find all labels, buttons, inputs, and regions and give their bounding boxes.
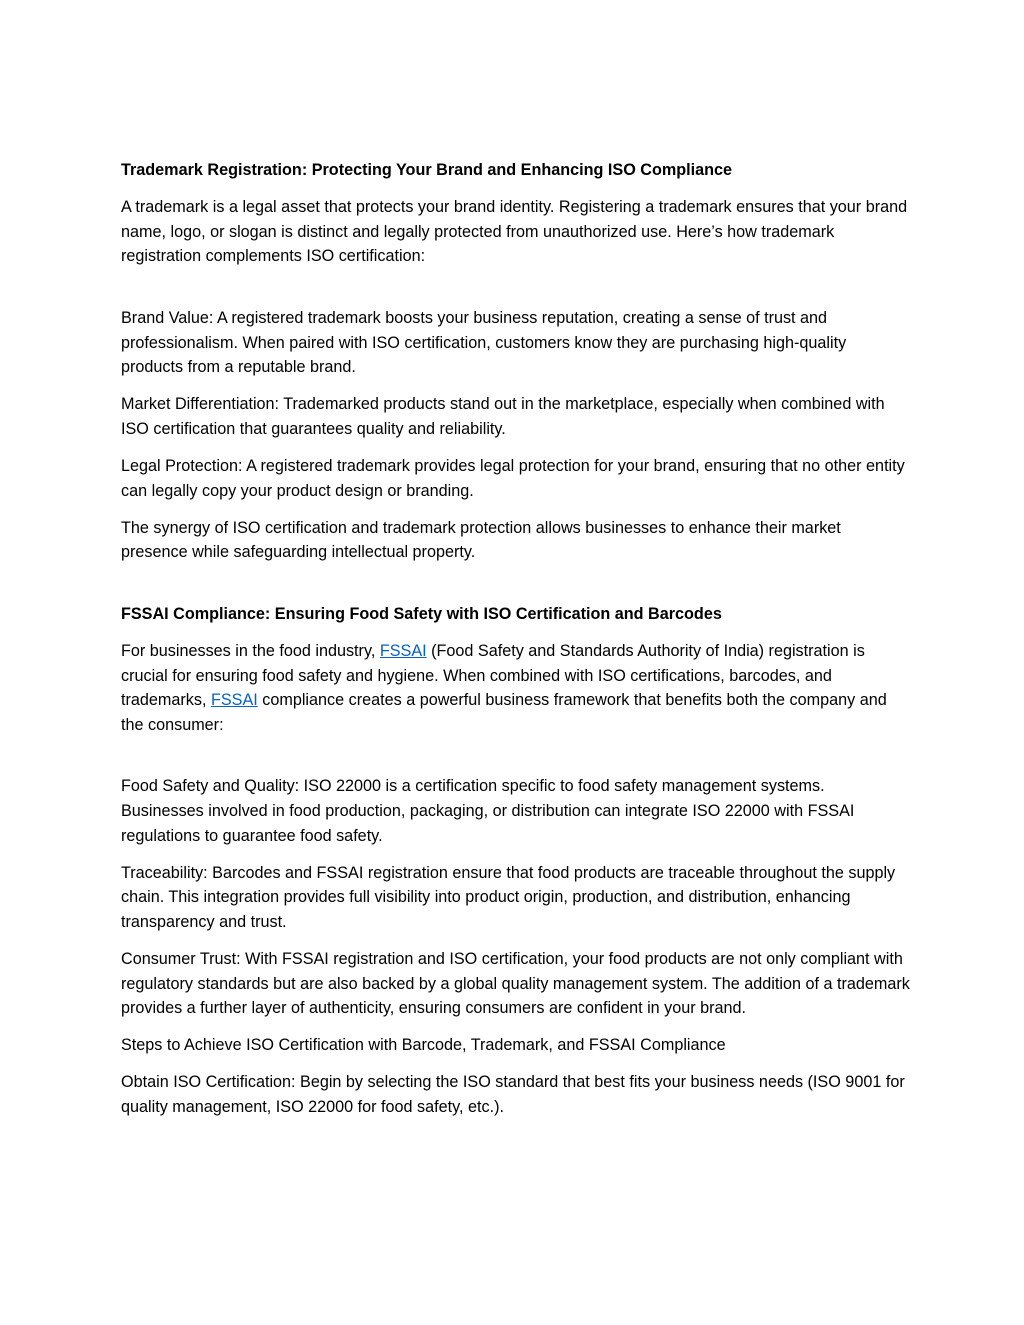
paragraph-trademark-conclusion: The synergy of ISO certification and trademark protection allows businesses to enhance their market presence while safeguarding intellectual property. xyxy=(121,518,841,562)
spacer xyxy=(121,577,911,602)
paragraph-consumer-trust: Consumer Trust: With FSSAI registration and ISO certification, your food products are not only compliant with regulatory standards but are also backed by a global quality management system. The addition of a trademark provides a further layer of authenticity, ensuring consumers are confident in your brand. xyxy=(121,950,910,1018)
document-page xyxy=(121,158,911,1132)
fssai-intro-text: compliance creates a powerful business framework that benefits both the company and the consumer: xyxy=(121,691,887,734)
paragraph-steps-heading: Steps to Achieve ISO Certification with Barcode, Trademark, and FSSAI Compliance xyxy=(121,1036,726,1055)
fssai-link[interactable]: FSSAI xyxy=(210,691,258,710)
paragraph-market-differentiation: Market Differentiation: Trademarked products stand out in the marketplace, especially when combined with ISO certification that guarantees quality and reliability. xyxy=(121,395,885,438)
paragraph-trademark-intro: A trademark is a legal asset that protects your brand identity. Registering a trademark ensures that your brand name, logo, or slogan is distinct and legally protected from unauthorized use. Here’s how trademark registration complements ISO certification: xyxy=(121,198,908,266)
fssai-intro-text: (Food Safety and Standards Authority of India) registration is crucial for ensuring food safety and hygiene. When combined with ISO certifications, barcodes, and trademarks, xyxy=(121,642,865,710)
paragraph-traceability: Traceability: Barcodes and FSSAI registration ensure that food products are traceable throughout the supply chain. This integration provides full visibility into product origin, production, and distribution, enhancing transparency and trust. xyxy=(121,863,896,931)
paragraph-fssai-intro xyxy=(121,639,911,737)
fssai-intro-text: For businesses in the food industry, xyxy=(121,642,380,660)
paragraph-brand-value: Brand Value: A registered trademark boosts your business reputation, creating a sense of trust and professionalism. When paired with ISO certification, customers know they are purchasing high-quality products from a reputable brand. xyxy=(121,308,847,377)
paragraph-obtain-iso: Obtain ISO Certification: Begin by selecting the ISO standard that best fits your business needs (ISO 9001 for quality management, ISO 22000 for food safety, etc.). xyxy=(121,1073,905,1116)
spacer xyxy=(121,281,911,306)
spacer xyxy=(121,750,911,775)
section-heading-fssai: FSSAI Compliance: Ensuring Food Safety with ISO Certification and Barcodes xyxy=(121,604,722,623)
paragraph-legal-protection: Legal Protection: A registered trademark provides legal protection for your brand, ensuring that no other entity can legally copy your product design or branding. xyxy=(121,456,905,500)
fssai-link[interactable]: FSSAI xyxy=(379,642,427,660)
section-heading-trademark: Trademark Registration: Protecting Your Brand and Enhancing ISO Compliance xyxy=(121,161,733,179)
paragraph-food-safety-quality: Food Safety and Quality: ISO 22000 is a certification specific to food safety management systems. Businesses involved in food production, packaging, or distribution can integrate ISO 22000 with FSSAI regulations to guarantee food safety. xyxy=(121,777,855,845)
